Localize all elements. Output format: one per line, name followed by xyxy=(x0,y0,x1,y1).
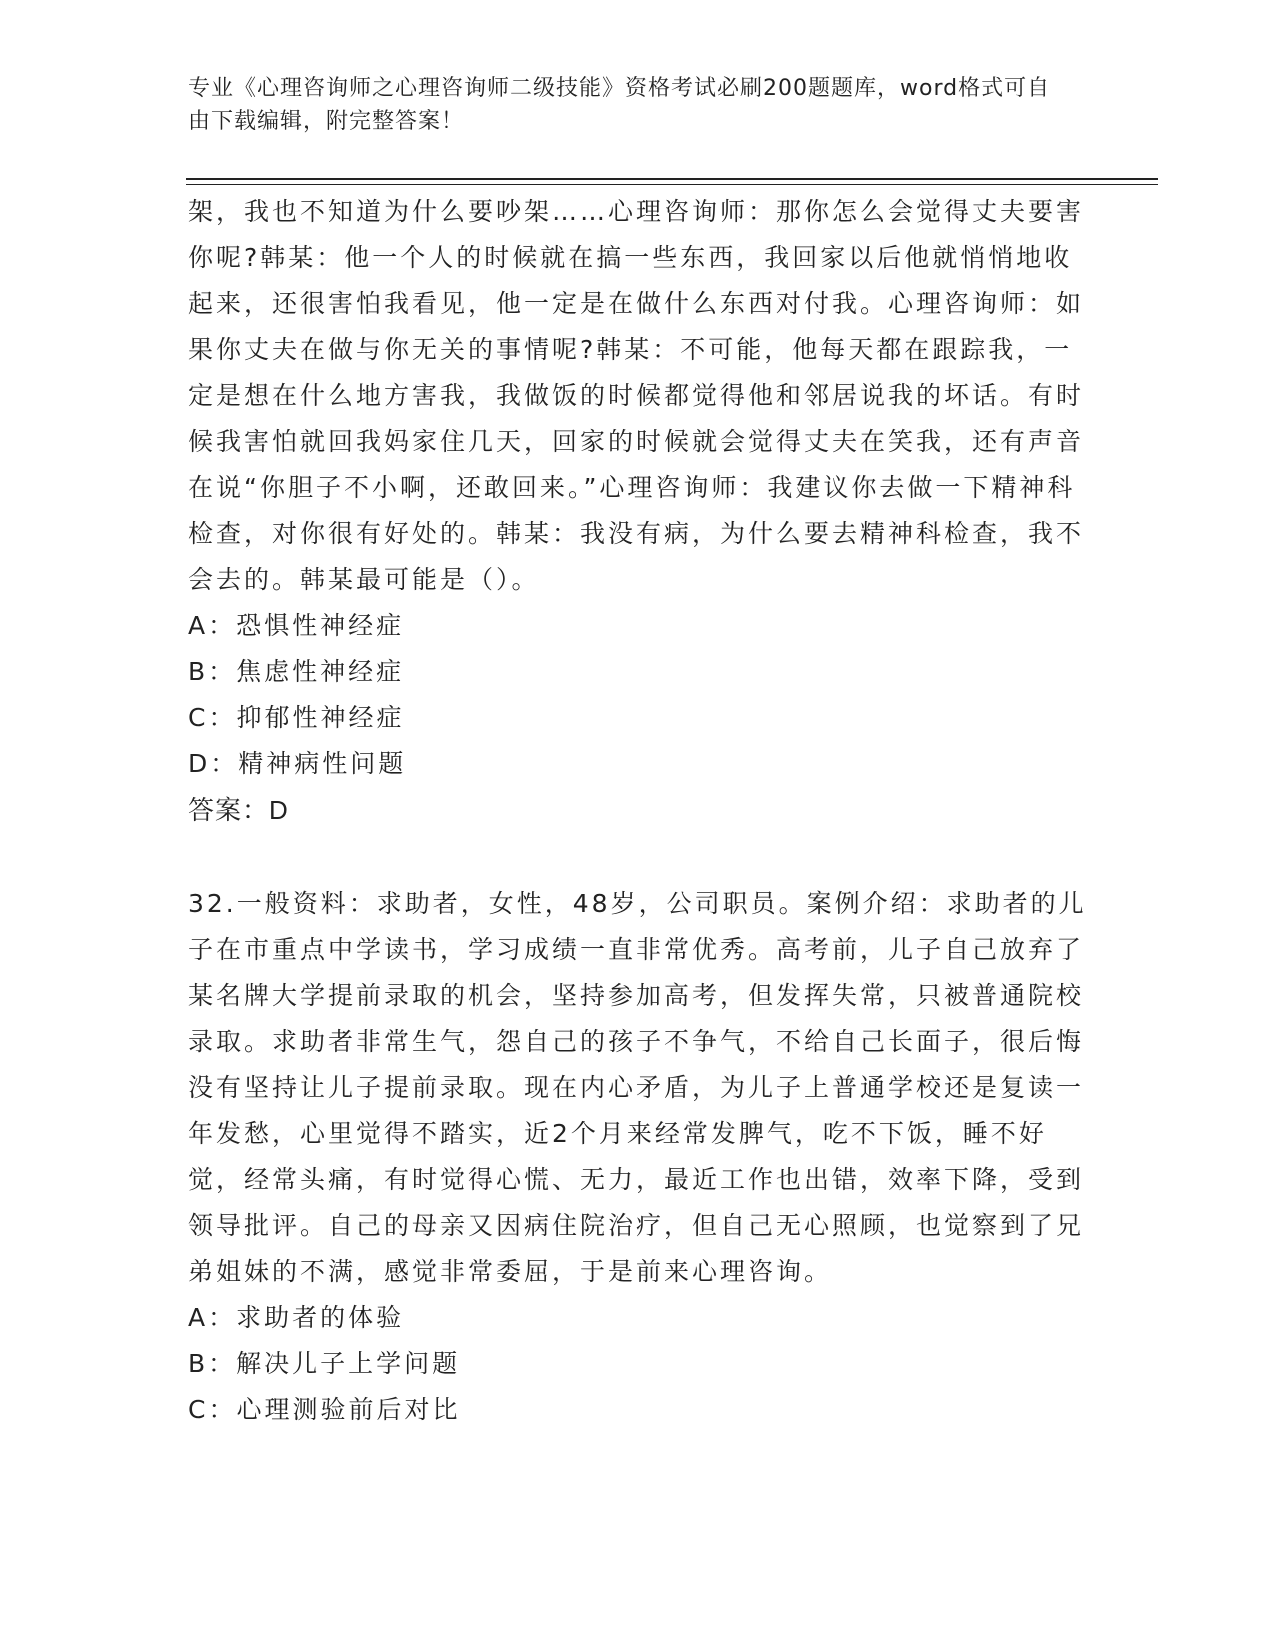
question-32-option-a: A：求助者的体验 xyxy=(188,1303,405,1332)
question-spacer xyxy=(188,833,1088,881)
question-32-option-b: B：解决儿子上学问题 xyxy=(188,1349,461,1378)
header-rule-thin xyxy=(186,184,1158,185)
question-31-option-b: B：焦虑性神经症 xyxy=(188,657,405,686)
question-31-option-d: D：精神病性问题 xyxy=(188,749,407,778)
question-31-option-c: C：抑郁性神经症 xyxy=(188,703,405,732)
question-31-stem: 架，我也不知道为什么要吵架……心理咨询师：那你怎么会觉得丈夫要害你呢?韩某：他一个人的时候就在搞一些东西，我回家以后他就悄悄地收起来，还很害怕我看见，他一定是在做什么东西对付我。心理咨询师：如果你丈夫在做与你无关的事情呢?韩某：不可能，他每天都在跟踪我，一定是想在什么地方害我，我做饭的时候都觉得他和邻居说我的坏话。有时候我害怕就回我妈家住几天，回家的时候就会觉得丈夫在笑我，还有声音在说“你胆子不小啊，还敢回来。”心理咨询师：我建议你去做一下精神科检查，对你很有好处的。韩某：我没有病，为什么要去精神科检查，我不会去的。韩某最可能是（）。 xyxy=(188,197,1085,594)
document-body xyxy=(188,189,1088,1433)
document-header: 专业《心理咨询师之心理咨询师二级技能》资格考试必刷200题题库，word格式可自由下载编辑，附完整答案！ xyxy=(188,76,1051,134)
question-32-stem: 32.一般资料：求助者，女性，48岁，公司职员。案例介绍：求助者的儿子在市重点中学读书，学习成绩一直非常优秀。高考前，儿子自己放弃了某名牌大学提前录取的机会，坚持参加高考，但发挥失常，只被普通院校录取。求助者非常生气，怨自己的孩子不争气，不给自己长面子，很后悔没有坚持让儿子提前录取。现在内心矛盾，为儿子上普通学校还是复读一年发愁，心里觉得不踏实，近2个月来经常发脾气，吃不下饭，睡不好觉，经常头痛，有时觉得心慌、无力，最近工作也出错，效率下降，受到领导批评。自己的母亲又因病住院治疗，但自己无心照顾，也觉察到了兄弟姐妹的不满，感觉非常委屈，于是前来心理咨询。 xyxy=(188,889,1087,1286)
header-rule-thick xyxy=(186,178,1158,180)
question-31-answer: 答案：D xyxy=(188,795,289,825)
question-31-option-a: A：恐惧性神经症 xyxy=(188,611,405,640)
question-32-option-c: C：心理测验前后对比 xyxy=(188,1395,461,1424)
